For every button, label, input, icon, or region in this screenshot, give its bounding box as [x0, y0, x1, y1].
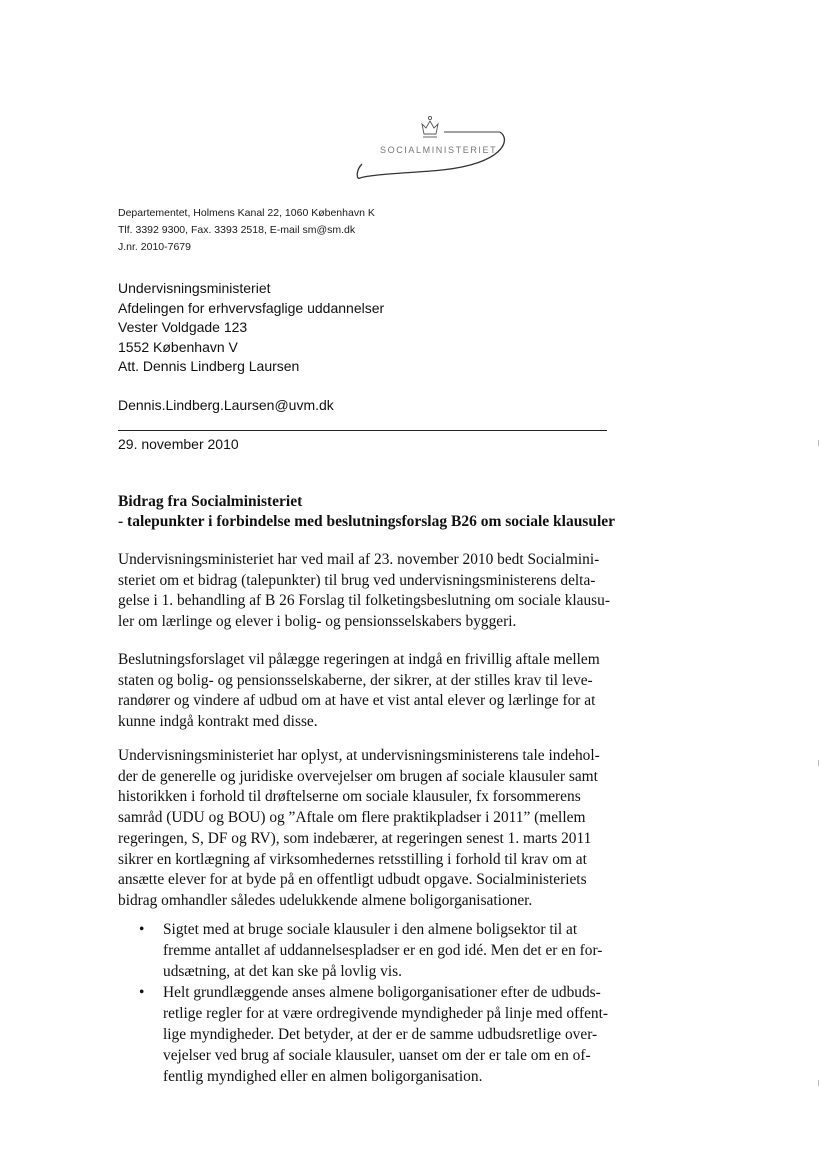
paragraph-line: gelse i 1. behandling af B 26 Forslag til folketingsbeslutning om sociale klausu- — [118, 592, 610, 610]
recipient-line: Vester Voldgade 123 — [118, 319, 248, 336]
recipient-block — [118, 279, 384, 377]
paragraph-line: samråd (UDU og BOU) og ”Aftale om flere praktikpladser i 2011” (mellem — [118, 809, 586, 827]
scan-artifact — [818, 760, 819, 766]
recipient-line: 1552 København V — [118, 338, 238, 355]
bullet-line: udsætning, at det kan ske på lovlig vis. — [163, 962, 402, 980]
body-paragraph — [118, 550, 608, 633]
bullet-line: vejelser ved brug af sociale klausuler, uanset om der er tale om en of- — [163, 1046, 591, 1064]
paragraph-line: regeringen, S, DF og RV), som indebærer, at regeringen senest 1. marts 2011 — [118, 829, 592, 847]
paragraph-line: Undervisningsministeriet har ved mail af 23. november 2010 bedt Socialmini- — [118, 551, 600, 568]
paragraph-line: Beslutningsforslaget vil pålægge regeringen at indgå en frivillig aftale mellem — [118, 651, 600, 668]
bullet-item — [118, 983, 618, 1087]
sender-contact: Tlf. 3392 9300, Fax. 3393 2518, E-mail sm@sm.dk — [118, 224, 356, 236]
body-paragraph — [118, 650, 608, 733]
paragraph-line: ler om lærlinge og elever i bolig- og pensionsselskabers byggeri. — [118, 613, 517, 631]
paragraph-line: ansætte elever for at byde på en offentligt udbudt opgave. Socialministeriets — [118, 871, 587, 889]
body-paragraph — [118, 746, 608, 912]
heading-title: Bidrag fra Socialministeriet — [118, 493, 303, 510]
paragraph-line: randører og vindere af udbud om at have et vist antal elever og lærlinge for at — [118, 692, 596, 710]
scan-artifact — [818, 1080, 819, 1086]
bullet-line: retlige regler for at være ordregivende myndigheder på linje med offent- — [163, 1005, 609, 1023]
bullet-list — [118, 920, 618, 1088]
crown-icon — [422, 116, 438, 137]
sender-block — [118, 205, 375, 256]
paragraph-line: staten og bolig- og pensionsselskaberne, der sikrer, at der stilles krav til leve- — [118, 671, 593, 689]
paragraph-line: historikken i forhold til drøftelserne om sociale klausuler, fx forsommerens — [118, 788, 581, 806]
paragraph-line: sikrer en kortlægning af virksomhedernes retsstilling i forhold til krav om at — [118, 850, 587, 868]
socialministeriet-logo — [352, 112, 512, 184]
heading-subtitle: - talepunkter i forbindelse med beslutningsforslag B26 om sociale klausuler — [118, 513, 616, 530]
paragraph-line: der de generelle og juridiske overvejelser om brugen af sociale klausuler samt — [118, 767, 598, 785]
sender-journal-number: J.nr. 2010-7679 — [118, 241, 191, 253]
sender-address: Departementet, Holmens Kanal 22, 1060 København K — [118, 207, 375, 219]
logo-text: SOCIALMINISTERIET — [380, 145, 498, 155]
bullet-item — [118, 920, 618, 982]
bullet-line: fentlig myndighed eller en almen boligorganisation. — [163, 1067, 483, 1085]
bullet-line: Sigtet med at bruge sociale klausuler i den almene boligsektor til at — [163, 921, 578, 938]
scan-artifact — [818, 440, 819, 446]
recipient-line: Att. Dennis Lindberg Laursen — [118, 358, 300, 375]
divider — [118, 430, 607, 431]
paragraph-line: kunne indgå kontrakt med disse. — [118, 713, 318, 731]
paragraph-line: bidrag omhandler således udelukkende almene boligorganisationer. — [118, 891, 533, 909]
paragraph-line: Undervisningsministeriet har oplyst, at undervisningsministerens tale indehol- — [118, 747, 600, 764]
bullet-line: Helt grundlæggende anses almene boligorganisationer efter de udbuds- — [163, 984, 601, 1002]
letter-date: 29. november 2010 — [118, 436, 239, 452]
bullet-line: fremme antallet af uddannelsespladser er en god idé. Men det er en for- — [163, 941, 603, 959]
paragraph-line: steriet om et bidrag (talepunkter) til brug ved undervisningsministerens delta- — [118, 571, 596, 589]
bullet-icon: • — [139, 921, 145, 938]
recipient-email: Dennis.Lindberg.Laursen@uvm.dk — [118, 397, 334, 413]
bullet-line: lige myndigheder. Det betyder, at der er de samme udbudsretlige over- — [163, 1025, 598, 1043]
recipient-line: Undervisningsministeriet — [118, 280, 271, 296]
letter-heading — [118, 492, 615, 532]
recipient-line: Afdelingen for erhvervsfaglige uddannelser — [118, 299, 385, 316]
bullet-icon: • — [139, 984, 145, 1002]
